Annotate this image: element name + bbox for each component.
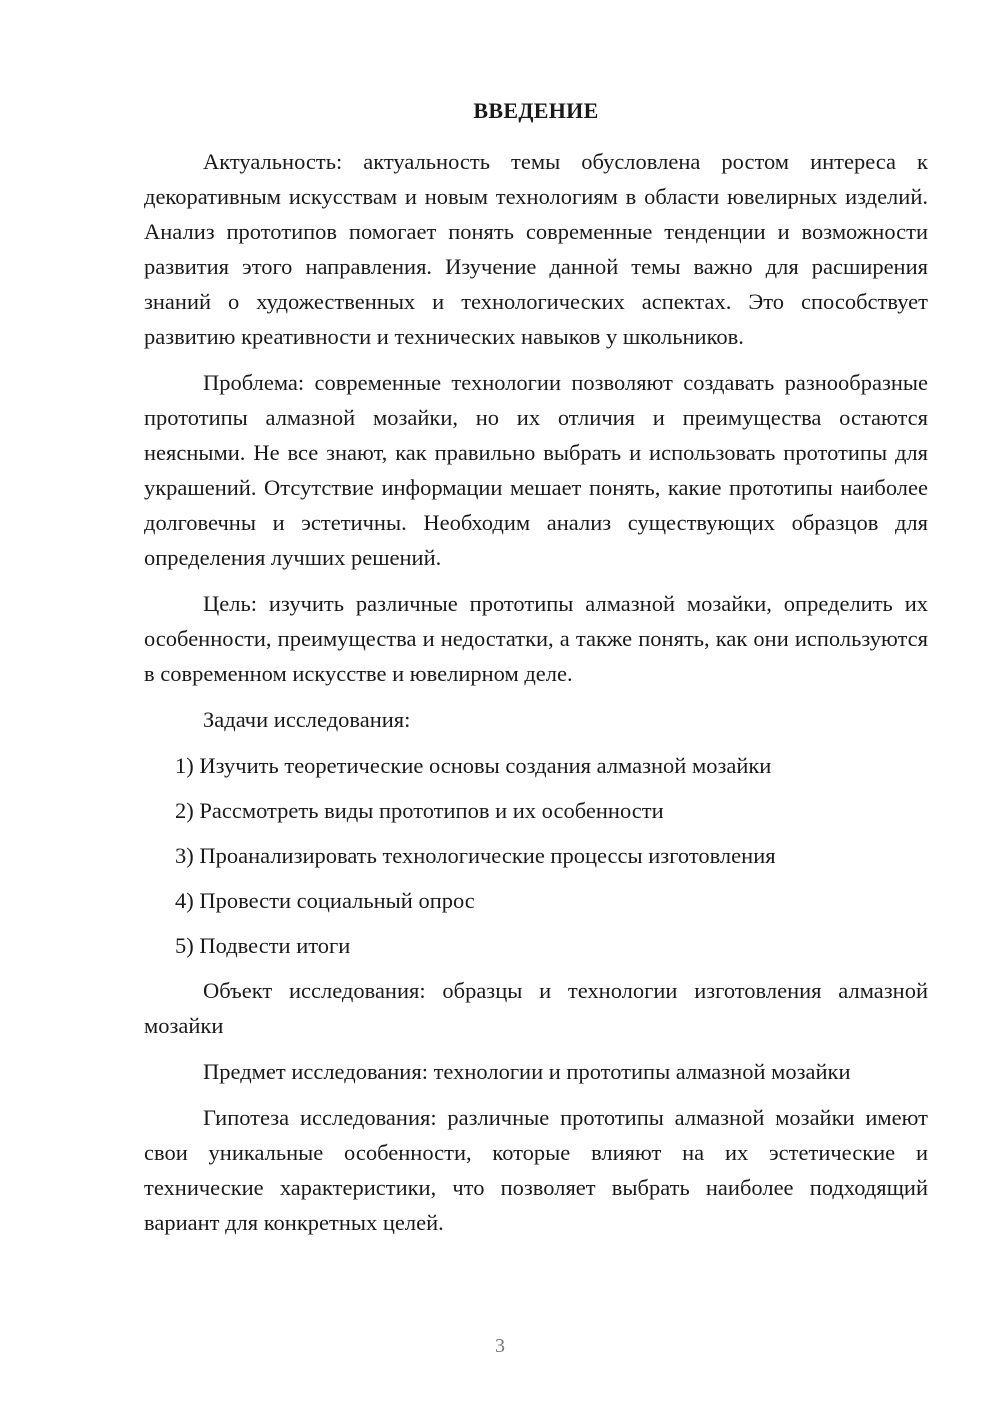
list-item: 1) Изучить теоретические основы создания алмазной мозайки <box>175 753 772 778</box>
page-title: ВВЕДЕНИЕ <box>473 98 599 123</box>
list-item: 4) Провести социальный опрос <box>175 888 475 913</box>
paragraph-goal: Цель: изучить различные прототипы алмазной мозайки, определить их особенности, преимущества и недостатки, а также понять, как они используются в современном искусстве и ювелирном деле. <box>144 591 928 686</box>
list-item: 3) Проанализировать технологические процессы изготовления <box>175 843 776 868</box>
paragraph-relevance: Актуальность: актуальность темы обусловлена ростом интереса к декоративным искусствам и новым технологиям в области ювелирных изделий. Анализ прототипов помогает понять современные тенденции и возможности развития этого направления. Изучение данной темы важно для расширения знаний о художественных и технологических аспектах. Это способствует развитию креативности и технических навыков у школьников. <box>144 149 928 349</box>
paragraph-problem: Проблема: современные технологии позволяют создавать разнообразные прототипы алмазной мозайки, но их отличия и преимущества остаются неясными. Не все знают, как правильно выбрать и использовать прототипы для украшений. Отсутствие информации мешает понять, какие прототипы наиболее долговечны и эстетичны. Необходим анализ существующих образцов для определения лучших решений. <box>144 370 928 570</box>
page-number: 3 <box>495 1335 505 1357</box>
paragraph-object: Объект исследования: образцы и технологии изготовления алмазной мозайки <box>144 978 928 1038</box>
tasks-header: Задачи исследования: <box>203 707 411 732</box>
list-item: 2) Рассмотреть виды прототипов и их особенности <box>175 798 664 823</box>
list-item: 5) Подвести итоги <box>175 933 351 958</box>
document-body <box>144 144 928 1251</box>
paragraph-subject: Предмет исследования: технологии и прототипы алмазной мозайки <box>203 1059 851 1084</box>
tasks-list <box>144 748 928 963</box>
paragraph-hypothesis: Гипотеза исследования: различные прототипы алмазной мозайки имеют свои уникальные особенности, которые влияют на их эстетические и технические характеристики, что позволяет выбрать наиболее подходящий вариант для конкретных целей. <box>144 1105 928 1235</box>
